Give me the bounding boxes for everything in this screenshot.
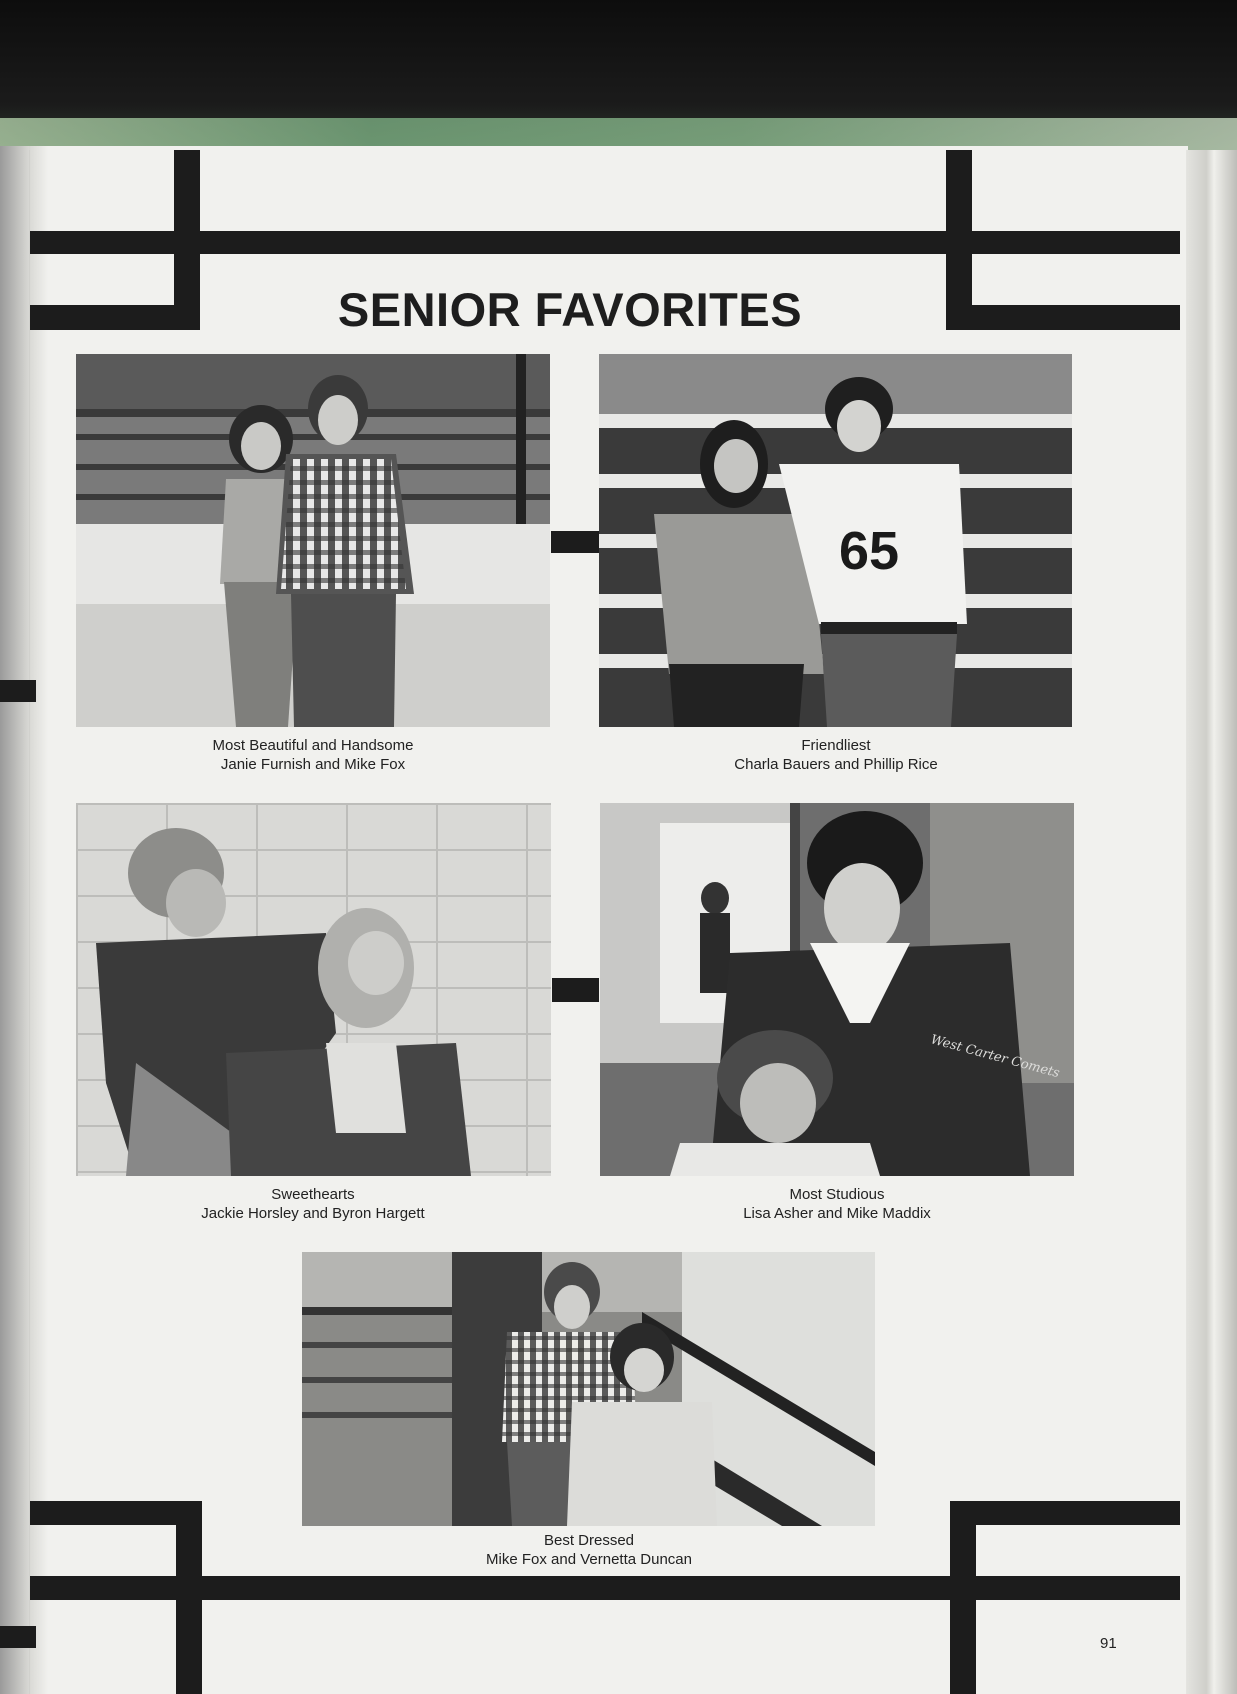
caption-names: Lisa Asher and Mike Maddix <box>743 1205 931 1222</box>
page-stack-edge <box>1186 150 1237 1694</box>
caption-friendliest <box>636 736 1036 774</box>
frame-bar-bottom-left-margin-mark <box>0 1626 36 1648</box>
caption-most-beautiful-handsome <box>113 736 513 774</box>
jersey-number: 65 <box>838 521 900 581</box>
frame-bar-top-left-horizontal <box>30 305 200 330</box>
frame-bar-bottom-right-horizontal <box>950 1501 1180 1525</box>
caption-category: Sweethearts <box>271 1186 355 1203</box>
caption-category: Friendliest <box>801 737 871 754</box>
frame-bar-top-right-horizontal <box>946 305 1180 330</box>
photo-couple-bleachers <box>76 354 550 727</box>
frame-bar-mid-connector-lower <box>552 978 599 1002</box>
caption-best-dressed <box>389 1531 789 1569</box>
frame-bar-top-right-vertical <box>946 150 972 330</box>
photo-most-studious <box>600 803 1074 1176</box>
sweater-lettering: West Carter Comets <box>928 1032 1062 1082</box>
caption-category: Most Beautiful and Handsome <box>212 737 414 754</box>
caption-category: Best Dressed <box>543 1532 635 1549</box>
frame-bar-mid-connector-upper <box>551 531 599 553</box>
caption-sweethearts <box>113 1185 513 1223</box>
frame-bar-top-horizontal <box>30 231 1180 254</box>
page-title: SENIOR FAVORITES <box>337 283 803 336</box>
caption-names: Janie Furnish and Mike Fox <box>220 756 406 773</box>
frame-bar-top-left-vertical <box>174 150 200 330</box>
photo-most-beautiful-handsome <box>76 354 550 727</box>
photo-best-dressed <box>302 1252 875 1526</box>
caption-names: Jackie Horsley and Byron Hargett <box>201 1205 425 1222</box>
caption-most-studious <box>637 1185 1037 1223</box>
photo-sweethearts <box>76 803 551 1176</box>
page-number: 91 <box>1100 1635 1117 1652</box>
photo-couple-striped-bleachers <box>599 354 1072 727</box>
photo-couple-classroom <box>600 803 1074 1176</box>
frame-bar-left-margin-mark <box>0 680 36 702</box>
caption-category: Most Studious <box>789 1186 885 1203</box>
book-spine-shadow <box>0 146 48 1694</box>
frame-bar-bottom-horizontal <box>30 1576 1180 1600</box>
caption-names: Charla Bauers and Phillip Rice <box>734 756 938 773</box>
caption-names: Mike Fox and Vernetta Duncan <box>486 1551 692 1568</box>
photo-friendliest <box>599 354 1072 727</box>
photo-couple-stairwell <box>302 1252 875 1526</box>
photo-couple-block-wall <box>76 803 551 1176</box>
